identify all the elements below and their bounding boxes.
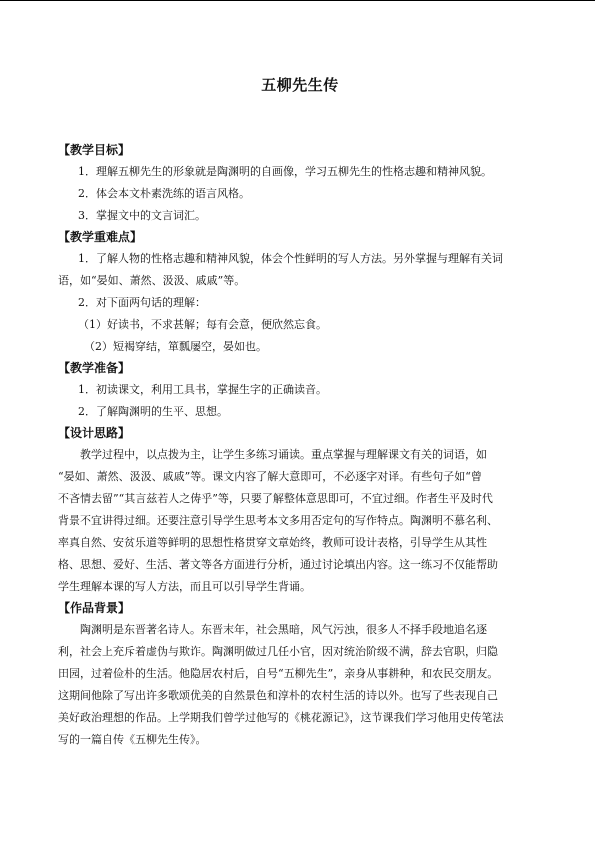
text-line: 美好政治理想的作品。上学期我们曾学过他写的《桃花源记》，这节课我们学习他用史传笔法 (58, 711, 504, 724)
section (58, 598, 542, 751)
text-line: 2．了解陶渊明的生平、思想。 (78, 405, 228, 418)
section (58, 423, 542, 598)
text-line: “晏如、萧然、汲汲、戚戚”等。课文内容了解大意即可，不必逐字对译。有些句子如“曾 (58, 470, 482, 483)
section (58, 140, 542, 227)
text-line: 陶渊明是东晋著名诗人。东晋末年，社会黑暗，风气污浊，很多人不择手段地追名逐 (80, 623, 487, 636)
section-heading: 【教学准备】 (58, 361, 131, 375)
text-line: 这期间他除了写出许多歌颂优美的自然景色和淳朴的农村生活的诗以外。也写了些表现自己 (58, 689, 498, 702)
top-rule (0, 0, 595, 1)
text-line: 田园，过着俭朴的生活。他隐居农村后，自号“五柳先生”，亲身从事耕种，和农民交朋友。 (58, 667, 499, 680)
section-heading: 【教学重难点】 (58, 230, 143, 244)
section (58, 358, 542, 423)
text-line: 学生理解本课的写人方法，而且可以引导学生背诵。 (58, 580, 311, 593)
text-line: 不吝情去留”“其言兹若人之俦乎”等，只要了解整体意思即可，不宜过细。作者生平及时代 (58, 492, 493, 505)
text-line: 1．理解五柳先生的形象就是陶渊明的自画像，学习五柳先生的性格志趣和精神风貌。 (78, 165, 492, 178)
text-line: 1．了解人物的性格志趣和精神风貌，体会个性鲜明的写人方法。另外掌握与理解有关词 (78, 252, 503, 265)
document-body (58, 140, 542, 751)
text-line: 1．初读课文，利用工具书，掌握生字的正确读音。 (78, 383, 327, 396)
text-line: 2．体会本文朴素洗练的语言风格。 (78, 187, 250, 200)
text-line: 利，社会上充斥着虚伪与欺诈。陶渊明做过几任小官，因对统治阶级不满，辞去官职，归隐 (58, 645, 498, 658)
section-heading: 【作品背景】 (58, 601, 131, 615)
section-heading: 【教学目标】 (58, 143, 131, 157)
text-line: 2．对下面两句话的理解： (78, 296, 206, 309)
section (58, 227, 542, 358)
text-line: 教学过程中，以点拨为主，让学生多练习诵读。重点掌握与理解课文有关的词语，如 (80, 448, 487, 461)
text-line: 背景不宜讲得过细。还要注意引导学生思考本文多用否定句的写作特点。陶渊明不慕名利、 (58, 514, 498, 527)
text-line: 格、思想、爱好、生活、著文等各方面进行分析，通过讨论填出内容。这一练习不仅能帮助 (58, 558, 498, 571)
text-line: 写的一篇自传《五柳先生传》。 (58, 733, 207, 746)
text-line: 语，如“晏如、萧然、汲汲、戚戚”等。 (58, 274, 246, 287)
section-heading: 【设计思路】 (58, 426, 131, 440)
text-line: 率真自然、安贫乐道等鲜明的思想性格贯穿文章始终，教师可设计表格，引导学生从其性 (58, 536, 487, 549)
text-line: 3．掌握文中的文言词汇。 (78, 209, 206, 222)
page-title: 五柳先生传 (261, 76, 339, 94)
text-line: （1）好读书，不求甚解；每有会意，便欣然忘食。 (78, 318, 327, 331)
text-line: （2）短褐穿结，箪瓢屡空，晏如也。 (84, 340, 267, 353)
